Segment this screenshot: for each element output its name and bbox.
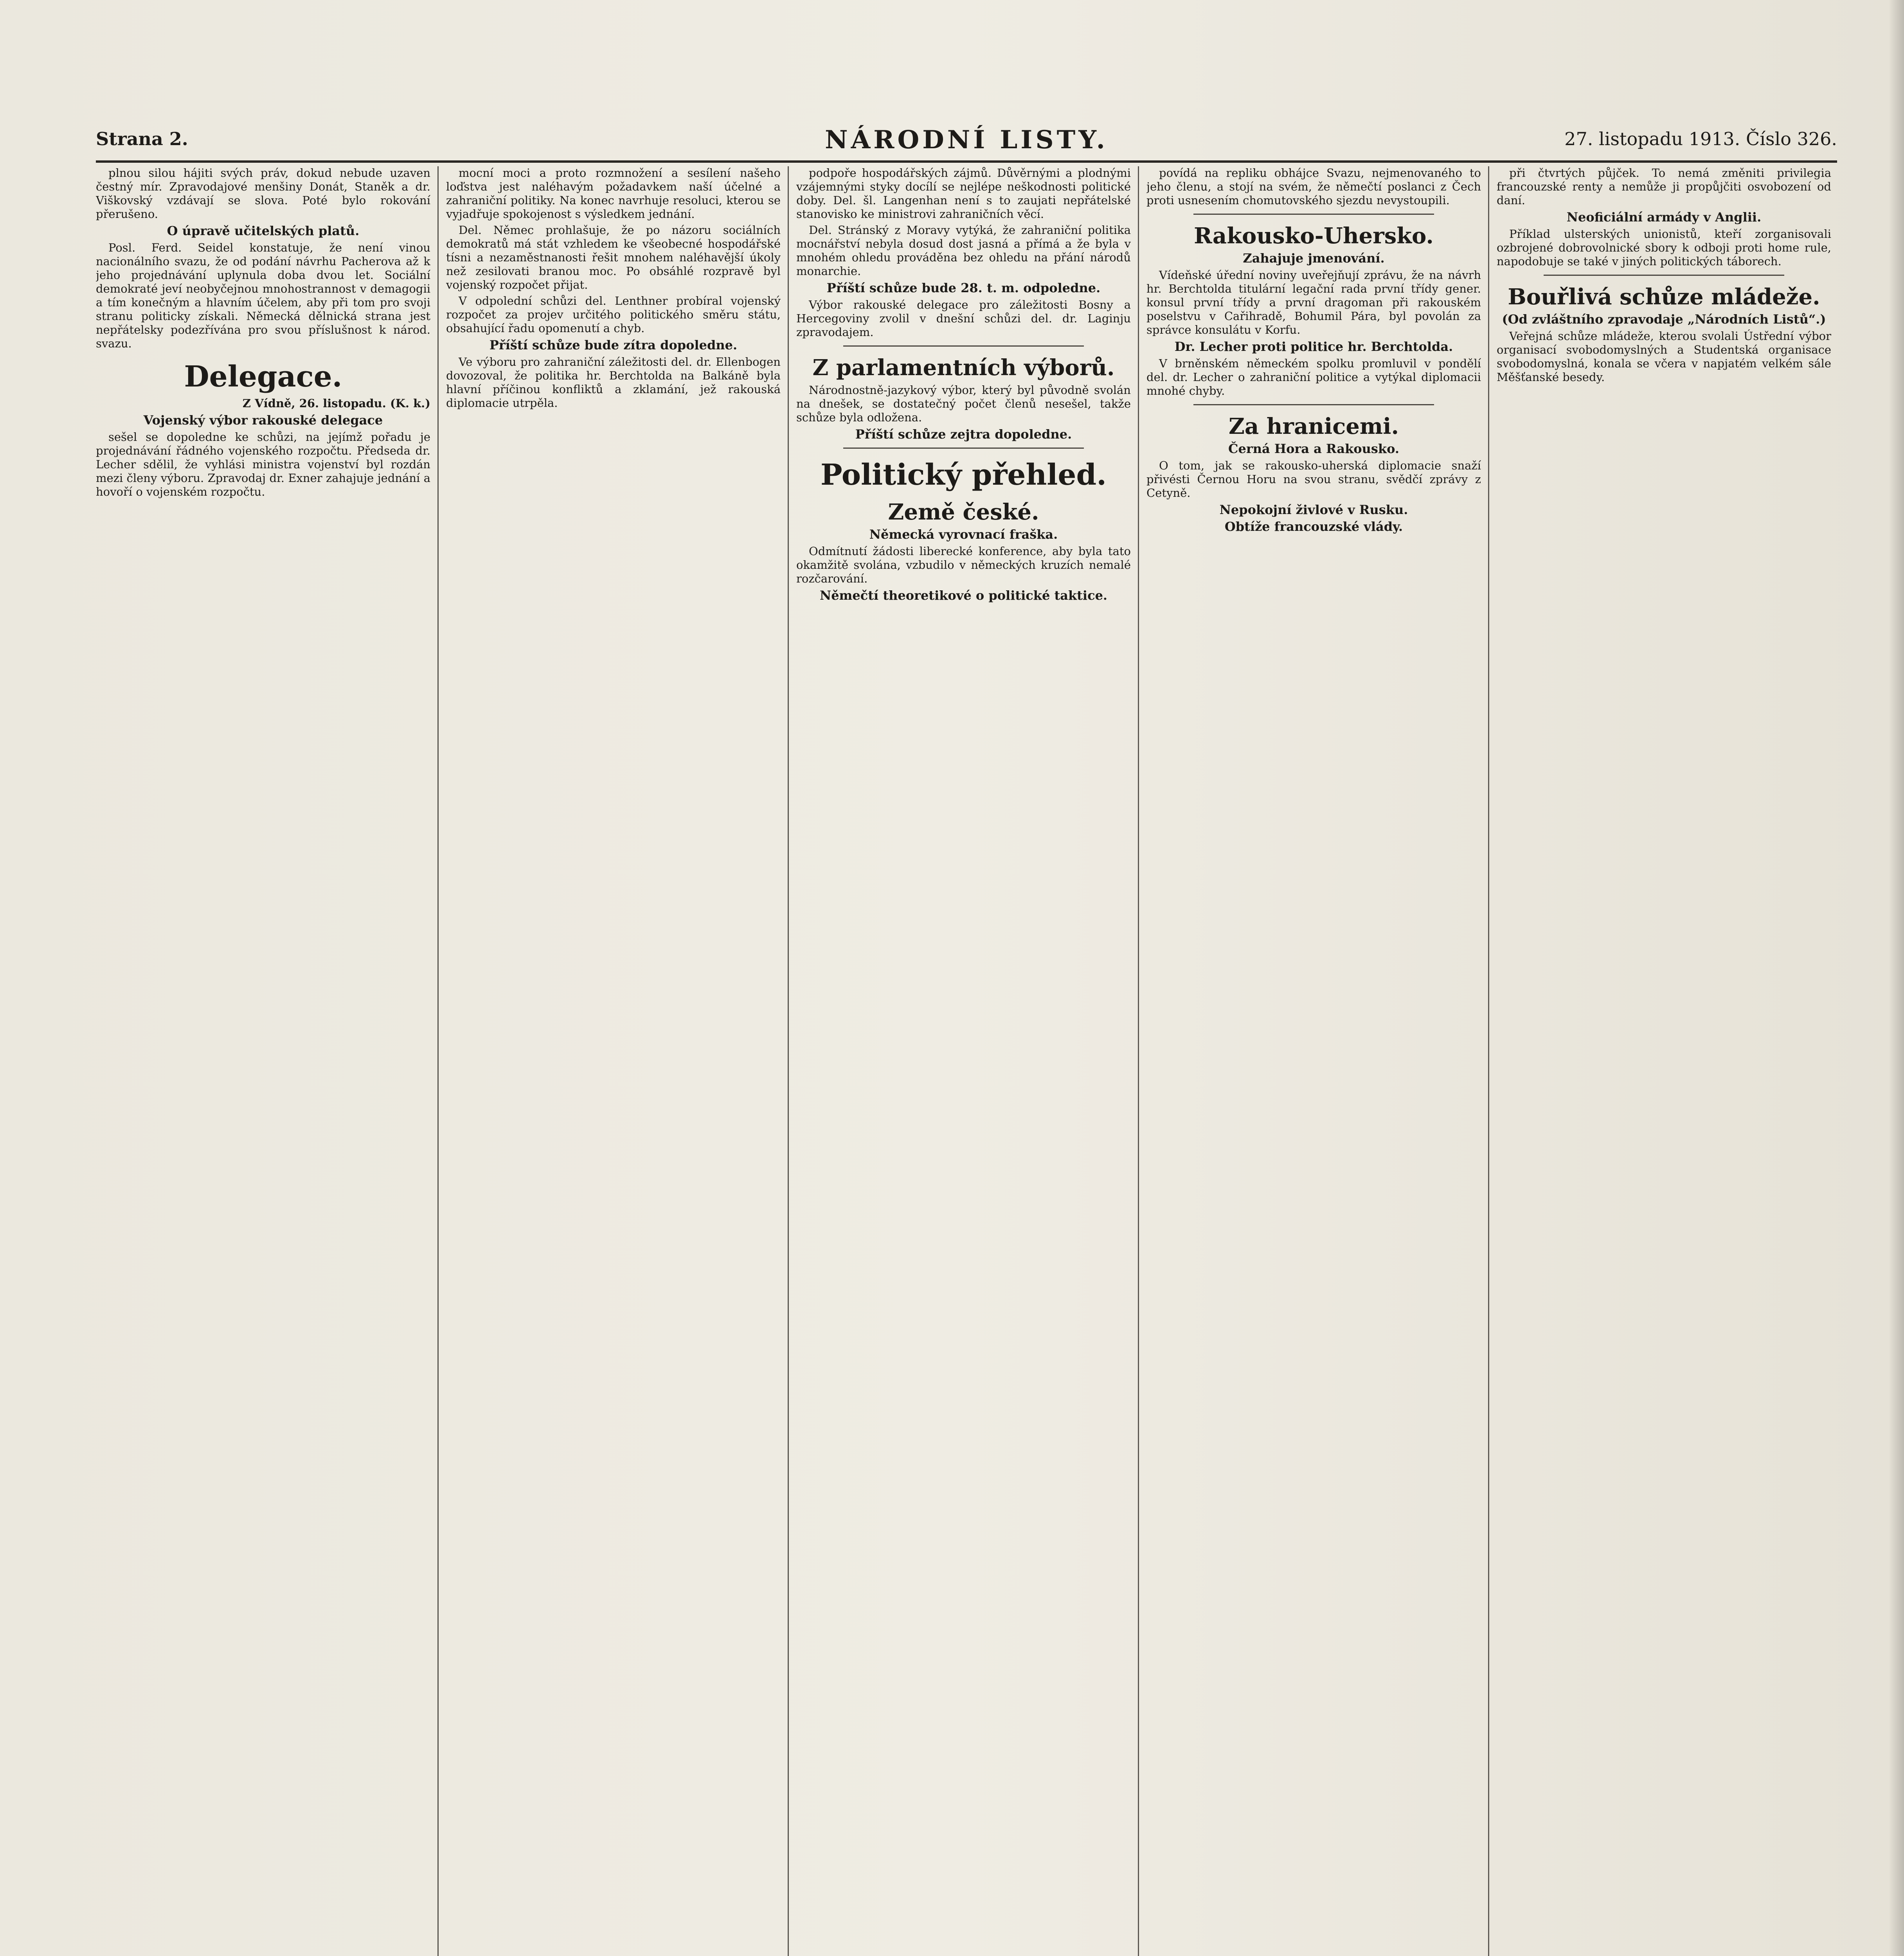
section-heading: Z parlamentních výborů. (812, 355, 1115, 381)
section-heading-large: Delegace. (184, 360, 342, 394)
article-columns (96, 166, 1837, 1956)
date-issue: 27. listopadu 1913. Číslo 326. (1564, 128, 1837, 149)
page-edge-shadow (1888, 0, 1904, 1956)
article-text: Ve výboru pro zahraniční záležitosti del. dr. Ellenbogen dovozoval, že politika hr. Berchtolda na Balkáně byla hlavní příčinou konfliktů a zklamání, jež rakouská diplomacie utrpěla. (446, 355, 781, 410)
byline: (Od zvláštního zpravodaje „Národních Listů“.) (1502, 312, 1826, 327)
column-2 (446, 166, 781, 1956)
section-heading-large: Politický přehled. (821, 458, 1107, 492)
article-text: Vídeňské úřední noviny uveřejňují zprávu, že na návrh hr. Berchtolda titulární legační rada první třídy gener. konsul první třídy a první dragoman při rakouském poselstvu v Cařihradě, Bohumil Pára, byl povolán za správce konsulátu v Korfu. (1146, 268, 1481, 336)
column-divider (1488, 166, 1489, 1956)
section-heading: Bouřlivá schůze mládeže. (1508, 284, 1820, 310)
article-text: podpoře hospodářských zájmů. Důvěrnými a plodnými vzájemnými styky docílí se nejlépe neškodnosti politické doby. Del. šl. Langenhan není s to zaujati nepřátelské stanovisko ke ministrovi zahraničních věcí. (796, 166, 1131, 221)
closing-line: Příští schůze zejtra dopoledne. (855, 427, 1072, 442)
article-text: Posl. Ferd. Seidel konstatuje, že není vinou nacionálního svazu, že od podání návrhu Pacherova až k jeho projednávání uplynula doba dvou let. Sociální demokraté jeví neobyčejnou mnohostrannost v demagogii a tím konečným a hlavním účelem, aby při tom pro svoji stranu politicky získali. Německá dělnická strana jest nepřátelsky podezřívána pro svou příslušnost k národ. svazu. (96, 241, 430, 350)
column-divider (1138, 166, 1139, 1956)
section-subheading: Německá vyrovnací fraška. (869, 527, 1058, 542)
section-subheading: Černá Hora a Rakousko. (1228, 441, 1399, 456)
column-divider (788, 166, 789, 1956)
article-text: při čtvrtých půjček. To nemá změniti privilegia francouzské renty a nemůže ji propůjčiti osvobození od daní. (1497, 166, 1831, 207)
article-text: Veřejná schůze mládeže, kterou svolali Ústřední výbor organisací svobodomyslných a Studentská organisace svobodomyslná, konala se včera v napjatém velkém sále Měšťanské besedy. (1497, 329, 1831, 384)
section-subheading: Obtíže francouzské vlády. (1224, 519, 1403, 534)
article-text: O tom, jak se rakousko-uherská diplomacie snaží přivésti Černou Horu na svou stranu, svědčí zprávy z Cetyně. (1146, 459, 1481, 500)
section-subheading: Dr. Lecher proti politice hr. Berchtolda. (1174, 339, 1453, 354)
section-subheading: Zahajuje jmenování. (1243, 251, 1385, 266)
masthead (96, 125, 1837, 163)
section-heading: O úpravě učitelských platů. (167, 223, 360, 238)
separator-rule (1544, 275, 1784, 276)
section-heading: Za hranicemi. (1229, 413, 1399, 439)
section-heading: Rakousko-Uhersko. (1194, 223, 1434, 249)
section-subheading: Němečtí theoretikové o politické taktice. (819, 588, 1108, 603)
article-text: plnou silou hájiti svých práv, dokud nebude uzaven čestný mír. Zpravodajové menšiny Donát, Staněk a dr. Viškovský vzdávají se slova. Poté bylo rokování přerušeno. (96, 166, 430, 221)
column-divider (437, 166, 439, 1956)
section-subheading: Nepokojní živlové v Rusku. (1219, 502, 1408, 517)
page-label: Strana 2. (96, 128, 188, 149)
column-5 (1497, 166, 1831, 1956)
closing-line: Příští schůze bude 28. t. m. odpoledne. (826, 280, 1101, 295)
article-text: Del. Stránský z Moravy vytýká, že zahraniční politika mocnářství nebyla dosud dost jasná a přímá a že byla v mnohém ohledu prováděna bez ohledu na přání národů monarchie. (796, 223, 1131, 278)
newspaper-title: NÁRODNÍ LISTY. (825, 125, 1108, 155)
column-3 (796, 166, 1131, 1956)
article-text: povídá na repliku obhájce Svazu, nejmenovaného to jeho členu, a stojí na svém, že němečtí poslanci z Čech proti usnesením chomutovského sjezdu nevystoupili. (1146, 166, 1481, 207)
dateline: Z Vídně, 26. listopadu. (K. k.) (242, 397, 430, 410)
article-text: Příklad ulsterských unionistů, kteří zorganisovali ozbrojené dobrovolnické sbory k odboji proti home rule, napodobuje se také v jiných politických táborech. (1497, 227, 1831, 268)
closing-line: Příští schůze bude zítra dopoledne. (489, 338, 738, 352)
article-text: mocní moci a proto rozmnožení a sesílení našeho loďstva jest naléhavým požadavkem naší účelné a zahraniční politiky. Na konec navrhuje resoluci, kterou se vyjadřuje spokojenost s výsledkem jednání. (446, 166, 781, 221)
section-subheading: Neoficiální armády v Anglii. (1566, 210, 1762, 225)
column-4 (1146, 166, 1481, 1956)
article-text: Del. Němec prohlašuje, že po názoru sociálních demokratů má stát vzhledem ke všeobecné hospodářské tísni a nezaměstnanosti řešit mnohem naléhavější úkoly než zesilovati branou moc. Po obsáhlé rozpravě byl vojenský rozpočet přijat. (446, 223, 781, 291)
separator-rule (1193, 404, 1434, 405)
article-text: Výbor rakouské delegace pro záležitosti Bosny a Hercegoviny zvolil v dnešní schůzi del. dr. Laginju zpravodajem. (796, 298, 1131, 339)
article-text: V odpolední schůzi del. Lenthner probíral vojenský rozpočet za projev určitého politického směru státu, obsahující řadu opomenutí a chyb. (446, 294, 781, 335)
separator-rule (843, 345, 1084, 347)
column-1 (96, 166, 430, 1956)
section-heading: Země české. (888, 499, 1039, 525)
article-text: sešel se dopoledne ke schůzi, na jejímž pořadu je projednávání řádného vojenského rozpočtu. Předseda dr. Lecher sdělil, že vyhlási ministra vojenství byl rozdán mezi členy výboru. Zpravodaj dr. Exner zahajuje jednání a hovoří o vojenském rozpočtu. (96, 430, 430, 498)
separator-rule (1193, 214, 1434, 215)
section-subheading: Vojenský výbor rakouské delegace (143, 413, 383, 428)
separator-rule (843, 448, 1084, 449)
article-text: Odmítnutí žádosti liberecké konference, aby byla tato okamžitě svolána, vzbudilo v německých kruzích nemalé rozčarování. (796, 545, 1131, 585)
article-text: V brněnském německém spolku promluvil v pondělí del. dr. Lecher o zahraniční politice a vytýkal diplomacii mnohé chyby. (1146, 357, 1481, 397)
article-text: Národnostně-jazykový výbor, který byl původně svolán na dnešek, se dostatečný počet členů nesešel, takže schůze byla odložena. (796, 383, 1131, 424)
